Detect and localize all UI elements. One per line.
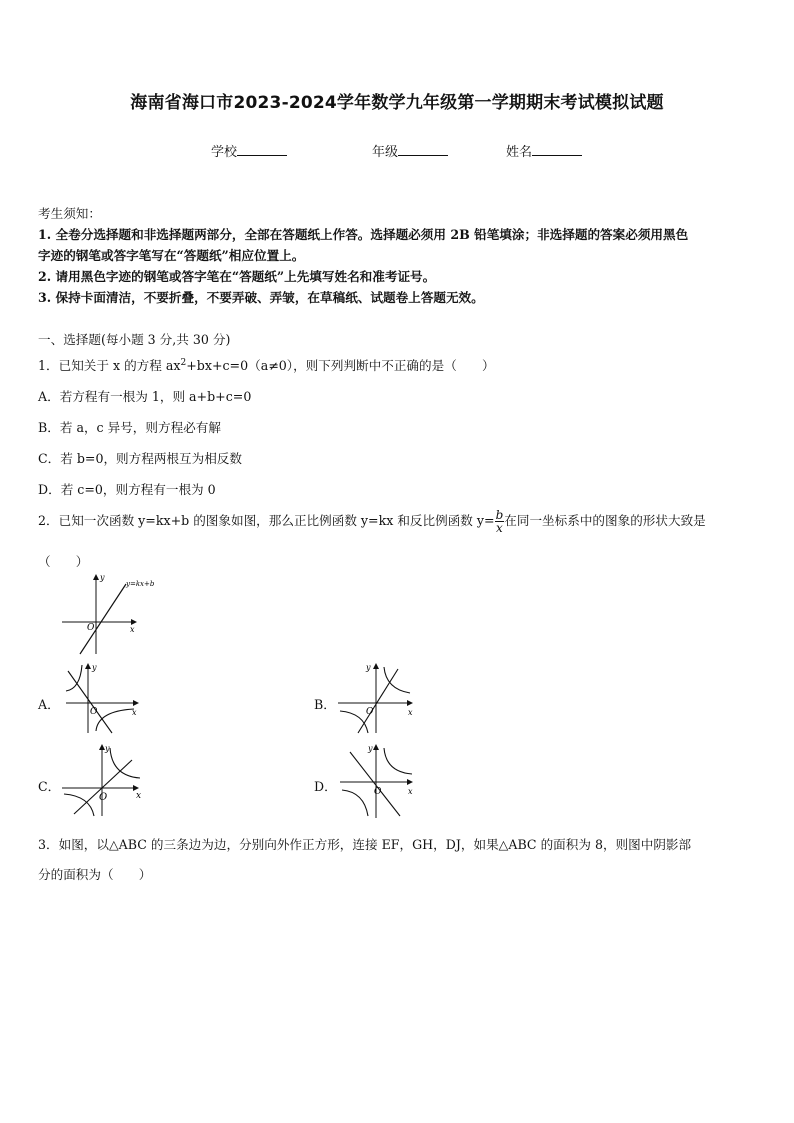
q1-option-d: D．若 c=0，则方程有一根为 0 <box>38 482 216 497</box>
origin-label: O <box>366 707 374 717</box>
q2-answer-paren: （ ） <box>38 554 89 569</box>
origin-label: O <box>374 787 382 797</box>
origin-label: O <box>99 792 108 803</box>
x-axis-label: x <box>130 625 135 634</box>
y-axis-label: y <box>366 663 371 672</box>
question-3-line-2: 分的面积为（ ） <box>38 867 152 882</box>
q2-main-graph <box>60 572 160 656</box>
q2-option-d-graph <box>338 742 418 820</box>
line-label: y=kx+b <box>126 580 155 588</box>
notice-item-1-line-1: 1. 全卷分选择题和非选择题两部分，全部在答题纸上作答。选择题必须用 2B 铅笔填涂；非选择题的答案必须用黑色 <box>38 227 689 242</box>
y-axis-label: y <box>100 573 105 582</box>
q2-option-d-label: D． <box>314 779 337 794</box>
page-title: 海南省海口市2023-2024学年数学九年级第一学期期末考试模拟试题 <box>130 93 664 113</box>
grade-label: 年级 <box>372 145 399 160</box>
q2-option-c-graph <box>60 742 146 818</box>
q2-fraction <box>495 509 505 534</box>
q2-stem-a: 2．已知一次函数 y=kx+b 的图象如图，那么正比例函数 y=kx 和反比例函数 y= <box>38 513 495 528</box>
y-axis-label: y <box>92 663 97 672</box>
question-1-stem <box>38 355 495 374</box>
origin-label: O <box>87 623 95 633</box>
q1-stem-b: +bx+c=0（a≠0），则下列判断中不正确的是（ ） <box>186 358 495 373</box>
school-label: 学校 <box>211 145 238 160</box>
notice-heading: 考生须知： <box>38 206 101 221</box>
notice-item-3: 3. 保持卡面清洁，不要折叠，不要弄破、弄皱，在草稿纸、试题卷上答题无效。 <box>38 290 484 305</box>
question-3-line-1: 3．如图，以△ABC 的三条边为边，分别向外作正方形，连接 EF，GH，DJ，如果△ABC 的面积为 8，则图中阴影部 <box>38 837 692 852</box>
q1-exponent: 2 <box>180 358 187 368</box>
school-field <box>211 141 287 160</box>
q2-fraction-denominator: x <box>496 521 503 535</box>
hyperbola-branch-upper-right <box>110 748 140 778</box>
q2-option-a-graph <box>64 661 144 735</box>
q2-fraction-numerator: b <box>495 508 504 522</box>
x-axis-label: x <box>132 708 137 717</box>
hyperbola-branch-lower-left <box>342 790 368 816</box>
proportional-line <box>350 752 400 816</box>
q2-option-b-label: B． <box>314 697 336 712</box>
grade-blank <box>398 143 448 156</box>
notice-item-2: 2. 请用黑色字迹的钢笔或答字笔在“答题纸”上先填写姓名和准考证号。 <box>38 269 436 284</box>
section-1-heading: 一、选择题(每小题 3 分,共 30 分) <box>38 332 231 347</box>
name-blank <box>532 143 582 156</box>
origin-label: O <box>90 707 98 717</box>
hyperbola-branch-upper-right <box>384 748 412 774</box>
q2-option-c-label: C． <box>38 779 61 794</box>
proportional-line <box>68 671 112 733</box>
name-label: 姓名 <box>506 145 533 160</box>
y-axis-label: y <box>105 744 110 753</box>
hyperbola-branch-lower-right <box>96 709 134 731</box>
x-axis-label: x <box>408 708 413 717</box>
x-axis-label: x <box>136 791 142 801</box>
notice-item-1-line-2: 字迹的钢笔或答字笔写在“答题纸”相应位置上。 <box>38 248 305 263</box>
q2-stem-b: 在同一坐标系中的图象的形状大致是 <box>504 513 706 528</box>
q1-option-b: B．若 a，c 异号，则方程必有解 <box>38 420 221 435</box>
hyperbola-branch-lower-left <box>340 711 368 733</box>
q2-option-a-label: A． <box>38 697 60 712</box>
q1-option-a: A．若方程有一根为 1，则 a+b+c=0 <box>38 389 252 404</box>
grade-field <box>372 141 448 160</box>
y-axis-label: y <box>368 744 373 753</box>
x-axis-label: x <box>408 787 413 796</box>
hyperbola-branch-lower-left <box>64 794 94 816</box>
q2-option-b-graph <box>336 661 420 735</box>
q1-stem-a: 1．已知关于 x 的方程 ax <box>38 358 181 373</box>
q1-option-c: C．若 b=0，则方程两根互为相反数 <box>38 451 242 466</box>
school-blank <box>237 143 287 156</box>
question-2-stem <box>38 505 706 537</box>
name-field <box>506 141 582 160</box>
proportional-line <box>74 760 132 814</box>
linear-function-line <box>80 584 126 654</box>
